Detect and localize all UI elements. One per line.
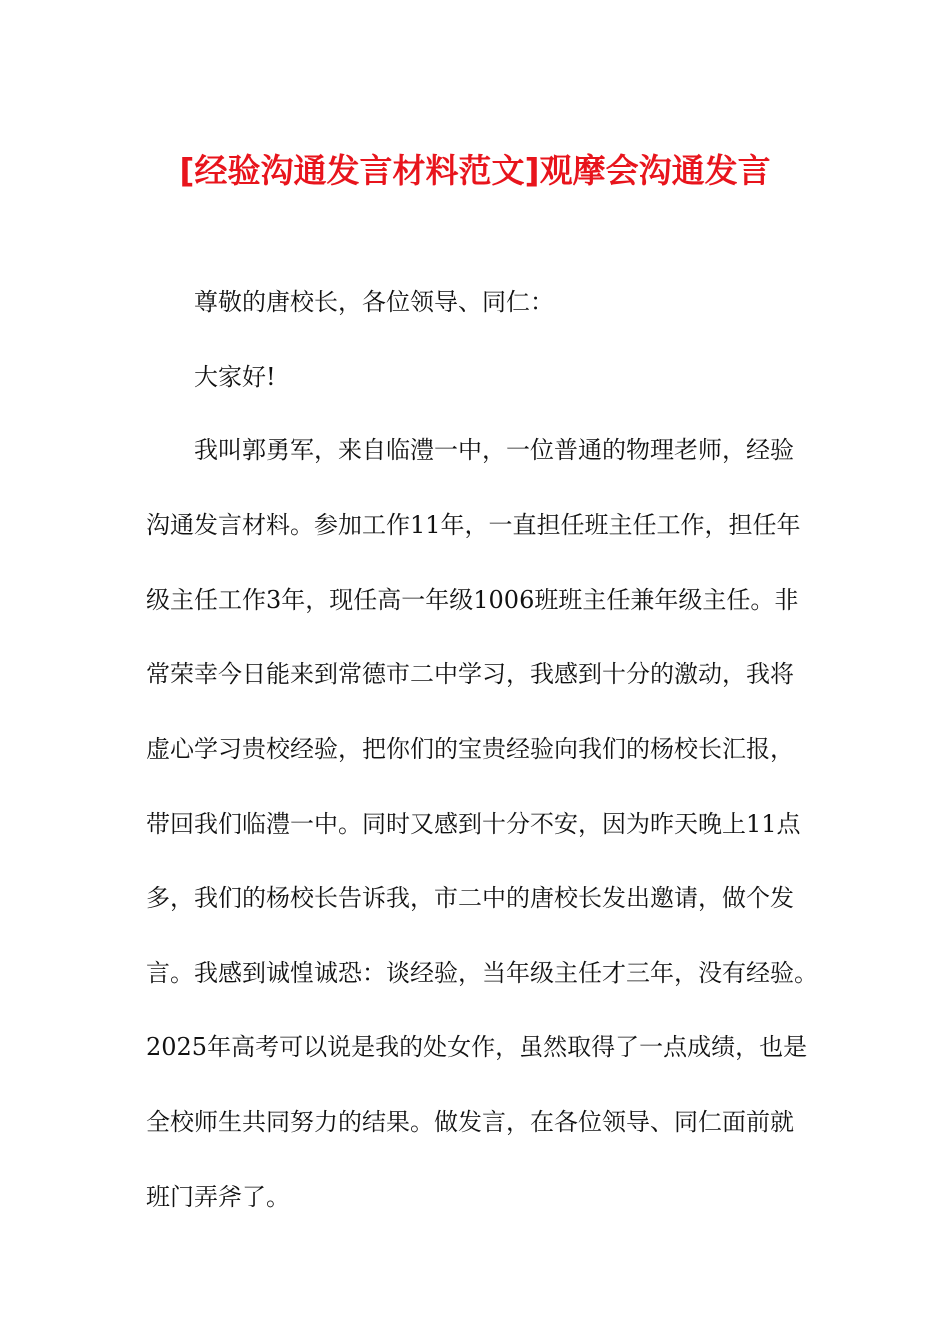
paragraph-line: 带回我们临澧一中。同时又感到十分不安，因为昨天晚上11点 (146, 810, 801, 838)
paragraph-line: 沟通发言材料。参加工作11年，一直担任班主任工作，担任年 (146, 511, 801, 539)
paragraph-line: 常荣幸今日能来到常德市二中学习，我感到十分的激动，我将 (146, 660, 794, 688)
paragraph-line: 全校师生共同努力的结果。做发言，在各位领导、同仁面前就 (146, 1108, 794, 1136)
paragraph-line: 2025年高考可以说是我的处女作，虽然取得了一点成绩，也是 (146, 1033, 808, 1061)
paragraph-line: 级主任工作3年，现任高一年级1006班班主任兼年级主任。非 (146, 586, 799, 614)
paragraph-line: 虚心学习贵校经验，把你们的宝贵经验向我们的杨校长汇报， (146, 735, 794, 763)
paragraph-line: 班门弄斧了。 (146, 1183, 290, 1211)
paragraph-line: 多，我们的杨校长告诉我，市二中的唐校长发出邀请，做个发 (146, 884, 794, 912)
document-title: [经验沟通发言材料范文]观摩会沟通发言 (179, 151, 771, 190)
hello-line: 大家好! (194, 363, 276, 391)
paragraph-line: 言。我感到诚惶诚恐：谈经验，当年级主任才三年，没有经验。 (146, 959, 818, 987)
paragraph-line: 我叫郭勇军，来自临澧一中，一位普通的物理老师，经验 (194, 436, 794, 464)
greeting-line: 尊敬的唐校长，各位领导、同仁： (194, 288, 554, 316)
